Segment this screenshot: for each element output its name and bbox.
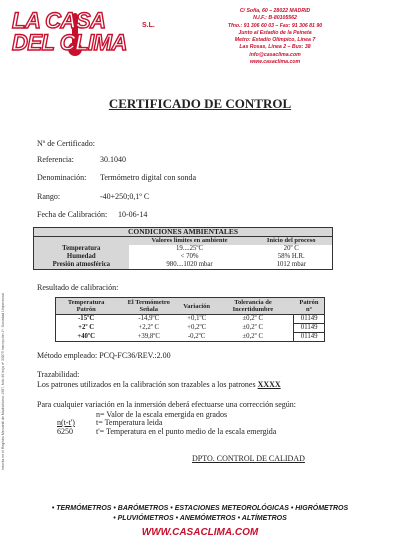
cell: ±0,2º C (242, 324, 263, 331)
table-row (56, 333, 325, 342)
traceability-mark: XXXX (257, 380, 281, 389)
formula-def: t= Temperatura leida (96, 418, 163, 427)
cert-number-label: Nº de Certificado: (37, 139, 96, 148)
cell: ±0,2º C (242, 315, 263, 323)
table-row (56, 324, 325, 333)
denomination-label: Denominación: (37, 173, 87, 182)
address-line: N.I.F.: B-80105562 (253, 15, 297, 22)
cell: -14,9ºC (138, 315, 160, 323)
cell: 01149 (294, 315, 325, 324)
table-row (56, 315, 325, 324)
cell: 20º C (283, 245, 299, 252)
reference-label: Referencia: (37, 155, 74, 164)
formula-numerator: n(t-t') (57, 418, 75, 427)
cell: +40ºC (77, 332, 96, 340)
formula-denominator: 6250 (57, 427, 73, 436)
table-row (34, 253, 333, 261)
registry-note: Inscrita en el Registro Mercantil de Madrid tomo 1987, folio 46 hoja nº 33879 Inscripción 1ª. Sociedad Unipersonal (1, 293, 5, 470)
denomination-value: Termómetro digital con sonda (100, 173, 197, 182)
document-title: CERTIFICADO DE CONTROL (108, 96, 292, 111)
logo-line-2: DEL CLIMA (12, 30, 127, 55)
address-line: Las Rosas, Línea 2 – Bus: 38 (239, 44, 311, 51)
website-link[interactable]: WWW.CASACLIMA.COM (141, 527, 259, 538)
table-header: Inicio del proceso (251, 237, 333, 246)
address-line: www.casaclima.com (249, 59, 301, 66)
row-label: Temperatura (34, 245, 129, 253)
address-line: Metro: Estadio Olímpico, Línea 7 (234, 37, 316, 44)
cell: 01149 (294, 333, 325, 342)
table-row (34, 245, 333, 253)
calibration-table (55, 297, 325, 342)
table-header: El Termómetro Señala (116, 298, 181, 315)
address-line: info@casaclima.com (249, 51, 301, 58)
table-header: Tolerancia de Incertidumbre (212, 298, 294, 315)
range-label: Rango: (37, 192, 61, 201)
footer-line-2: • PLUVIÓMETROS • ANEMÓMETROS • ALTÍMETROS (113, 515, 287, 522)
cell: ±0,2º C (242, 332, 263, 340)
cell: -15ºC (78, 315, 95, 323)
correction-intro: Para cualquier variación en la inmersión deberá efectuarse una corrección según: (37, 400, 296, 409)
table-title: CONDICIONES AMBIENTALES (34, 228, 333, 237)
company-logo (10, 8, 160, 58)
cell: +2º C (78, 324, 95, 331)
traceability-heading: Trazabilidad: (37, 370, 80, 379)
cell: +39,8ºC (137, 332, 160, 340)
table-header: Patrón nº (294, 298, 325, 315)
formula-def: n= Valor de la escala emergida en grados (96, 410, 228, 419)
logo-suffix: S.L. (142, 22, 155, 29)
table-row (34, 261, 333, 270)
cell: 19....25ºC (176, 245, 204, 252)
table-header: Valores limites en ambiente (129, 237, 251, 246)
footer-line-1: • TERMÓMETROS • BARÓMETROS • ESTACIONES METEOROLÓGICAS • HIGRÓMETROS (51, 505, 349, 512)
cell: +0,2ºC (187, 324, 207, 331)
traceability-body: Los patrones utilizados en la calibración son trazables a los patrones (37, 380, 256, 389)
address-line: Tfno.: 91 306 60 03 – Fax: 91 306 81 90 (227, 22, 323, 29)
cell: 980....1020 mbar (166, 261, 213, 268)
calibration-date-value: 10-06-14 (118, 210, 148, 219)
method-text: Método empleado: PCQ-FC36/REV.:2.00 (37, 351, 171, 360)
row-label: Presión atmosférica (34, 261, 129, 270)
formula-def: t'= Temperatura en el punto medio de la escala emergida (96, 427, 277, 436)
cell: 01149 (294, 324, 325, 333)
cell: +0,1ºC (187, 315, 207, 323)
cell: 58% H.R. (277, 253, 305, 260)
logo-line-1: LA CASA (12, 8, 106, 33)
range-value: -40+250;0,1º C (100, 192, 150, 201)
cell: < 70% (180, 253, 199, 260)
calibration-date-label: Fecha de Calibración: (37, 210, 108, 219)
cell: +2,2º C (138, 324, 160, 331)
traceability-text (37, 380, 281, 390)
table-header: Temperatura Patrón (56, 298, 117, 315)
ambient-conditions-table (33, 227, 333, 270)
table-header (34, 237, 129, 246)
row-label: Humedad (34, 253, 129, 261)
address-line: C/ Sofía, 60 – 28022 MADRID (239, 8, 311, 14)
calibration-heading: Resultado de calibración: (37, 283, 119, 292)
cell: 1012 mbar (276, 261, 306, 268)
reference-value: 30.1040 (100, 155, 126, 164)
table-header: Variación (181, 298, 212, 315)
company-address (200, 8, 350, 66)
cell: -0,2ºC (187, 332, 206, 340)
signature-department: DPTO. CONTROL DE CALIDAD (192, 454, 305, 463)
address-line: Junto al Estadio de la Peineta (238, 29, 312, 36)
